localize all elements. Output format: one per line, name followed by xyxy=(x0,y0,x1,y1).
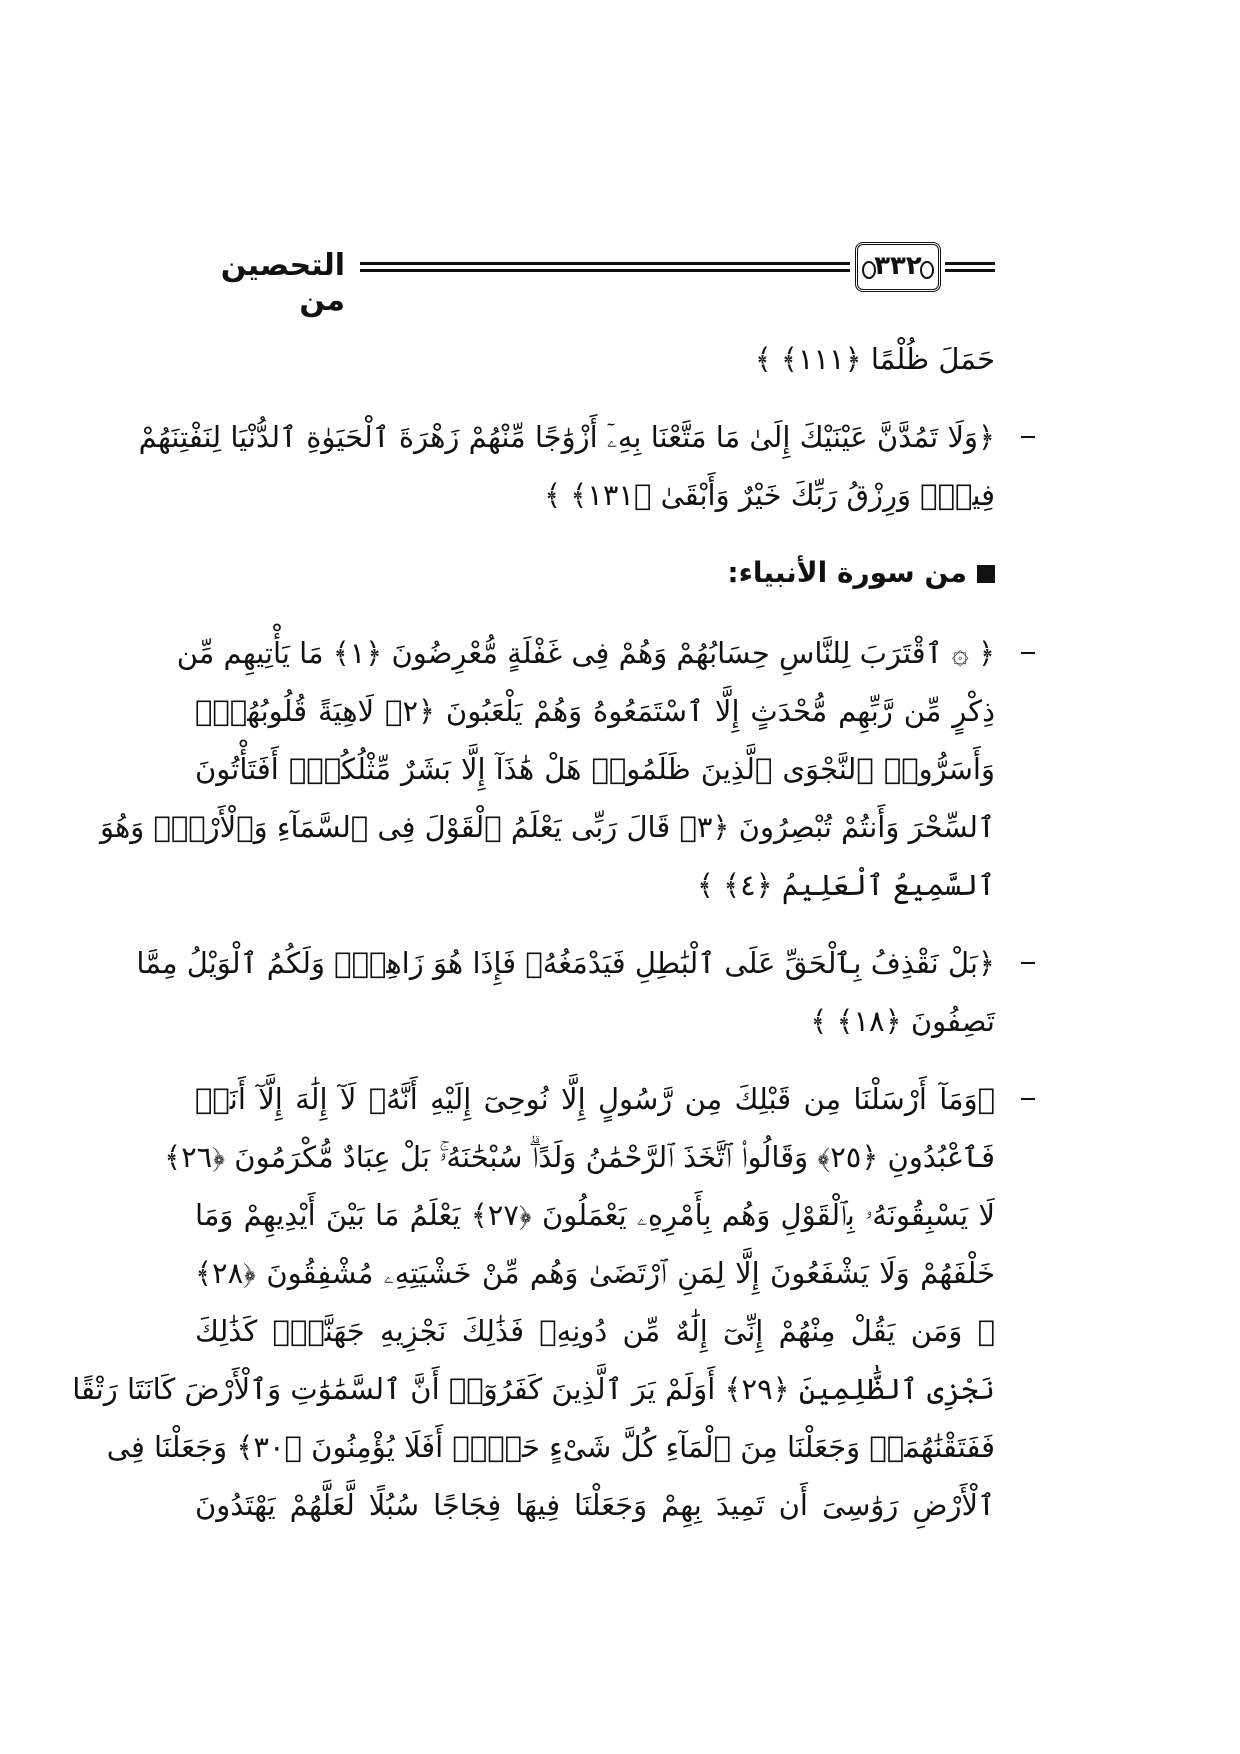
verse-line: ﴿ ۞ ٱقْتَرَبَ لِلنَّاسِ حِسَابُهُمْ وَهُمْ فِى غَفْلَةٍ مُّعْرِضُونَ ﴿١﴾ مَا يَأْتِيهِم مِّن xyxy=(176,636,995,670)
verse-line: ﴿وَمَآ أَرْسَلْنَا مِن قَبْلِكَ مِن رَّسُولٍ إِلَّا نُوحِىٓ إِلَيْهِ أَنَّهُۥ لَآ إِلَٰهَ إِلَّآ أَنَا۠ xyxy=(195,1082,995,1116)
verse-line: ﴿وَلَا تَمُدَّنَّ عَيْنَيْكَ إِلَىٰ مَا مَتَّعْنَا بِهِۦٓ أَزْوَٰجًا مِّنْهُمْ زَهْرَةَ ٱلْحَيَوٰةِ ٱلدُّنْيَا لِنَفْتِنَهُمْ xyxy=(138,420,995,454)
running-title: التحصين من xyxy=(220,248,345,318)
bullet-dash xyxy=(1021,652,1035,654)
verse-bullet xyxy=(99,624,996,914)
section-heading-text: من سورة الأنبياء: xyxy=(727,556,967,589)
header-rule-left xyxy=(360,262,850,272)
verse-line: ذِكْرٍ مِّن رَّبِّهِم مُّحْدَثٍ إِلَّا ٱسْتَمَعُوهُ وَهُمْ يَلْعَبُونَ ﴿٢﴾ لَاهِيَةً قُلُوبُهُمْۗ xyxy=(195,694,996,728)
verse-line: ٱلسَّمِيعُ ٱلْعَلِيمُ ﴿٤﴾ ﴾ xyxy=(696,868,995,902)
verse-continuation xyxy=(195,330,995,388)
verse-line: فَفَتَقْنَٰهُمَاۖ وَجَعَلْنَا مِنَ ٱلْمَآءِ كُلَّ شَىْءٍ حَىٍّۖ أَفَلَا يُؤْمِنُونَ ﴿٣٠﴾ وَجَعَلْنَا فِى xyxy=(106,1430,995,1464)
verse-line: ٱلسِّحْرَ وَأَنتُمْ تُبْصِرُونَ ﴿٣﴾ قَالَ رَبِّى يَعْلَمُ ٱلْقَوْلَ فِى ٱلسَّمَآءِ وَٱلْأَرْضِۖ وَهُوَ xyxy=(99,810,995,844)
square-bullet-icon xyxy=(977,565,995,583)
page-number-badge xyxy=(855,242,941,292)
verse-bullet xyxy=(72,1070,996,1534)
verse-line: لَا يَسْبِقُونَهُۥ بِٱلْقَوْلِ وَهُم بِأَمْرِهِۦ يَعْمَلُونَ ﴿٢٧﴾ يَعْلَمُ مَا بَيْنَ أَيْدِيهِمْ وَمَا xyxy=(195,1198,996,1232)
header-rule-right xyxy=(945,262,995,272)
verse-line: حَمَلَ ظُلْمًا ﴿١١١﴾ ﴾ xyxy=(754,342,995,376)
verse-line: ﴿بَلْ نَقْذِفُ بِٱلْحَقِّ عَلَى ٱلْبَٰطِلِ فَيَدْمَغُهُۥ فَإِذَا هُوَ زَاهِقٌۚ وَلَكُمُ ٱلْوَيْلُ مِمَّا xyxy=(136,946,995,980)
verse-bullet xyxy=(136,934,995,1050)
page-header xyxy=(195,240,995,318)
verse-bullet xyxy=(138,408,995,524)
badge-ornament-icon xyxy=(920,261,934,279)
verse-line: ٱلْأَرْضِ رَوَٰسِىَ أَن تَمِيدَ بِهِمْ وَجَعَلْنَا فِيهَا فِجَاجًا سُبُلًا لَّعَلَّهُمْ يَهْتَدُونَ xyxy=(195,1488,995,1522)
verse-line: فِيهِۚ وَرِزْقُ رَبِّكَ خَيْرٌ وَأَبْقَىٰ ﴿١٣١﴾ ﴾ xyxy=(544,478,995,512)
verse-line: فَٱعْبُدُونِ ﴿٢٥﴾ وَقَالُوا۟ ٱتَّخَذَ ٱلرَّحْمَٰنُ وَلَدًاۗ سُبْحَٰنَهُۥۚ بَلْ عِبَادٌ مُّكْرَمُونَ ﴿٢٦﴾ xyxy=(164,1140,995,1174)
bullet-dash xyxy=(1021,962,1035,964)
verse-line: وَأَسَرُّوا۟ ٱلنَّجْوَى ٱلَّذِينَ ظَلَمُوا۟ هَلْ هَٰذَآ إِلَّا بَشَرٌ مِّثْلُكُمْۖ أَفَتَأْتُونَ xyxy=(195,752,995,786)
page-number: ٣٣٢ xyxy=(874,251,922,281)
verse-line: خَلْفَهُمْ وَلَا يَشْفَعُونَ إِلَّا لِمَنِ ٱرْتَضَىٰ وَهُم مِّنْ خَشْيَتِهِۦ مُشْفِقُونَ ﴿٢٨﴾ xyxy=(195,1256,995,1290)
page-body xyxy=(72,330,996,1554)
verse-line: ۞ وَمَن يَقُلْ مِنْهُمْ إِنِّىٓ إِلَٰهٌ مِّن دُونِهِۦ فَذَٰلِكَ نَجْزِيهِ جَهَنَّمَۚ كَذَٰلِكَ xyxy=(195,1314,995,1348)
verse-line: تَصِفُونَ ﴿١٨﴾ ﴾ xyxy=(810,1004,995,1038)
verse-line: نَجْزِى ٱلظَّٰلِمِينَ ﴿٢٩﴾ أَوَلَمْ يَرَ ٱلَّذِينَ كَفَرُوٓا۟ أَنَّ ٱلسَّمَٰوَٰتِ وَٱلْأَرْضَ كَانَتَا رَتْقًا xyxy=(72,1372,995,1406)
section-heading xyxy=(195,544,995,602)
bullet-dash xyxy=(1021,436,1035,438)
bullet-dash xyxy=(1021,1098,1035,1100)
badge-ornament-icon xyxy=(862,261,876,279)
